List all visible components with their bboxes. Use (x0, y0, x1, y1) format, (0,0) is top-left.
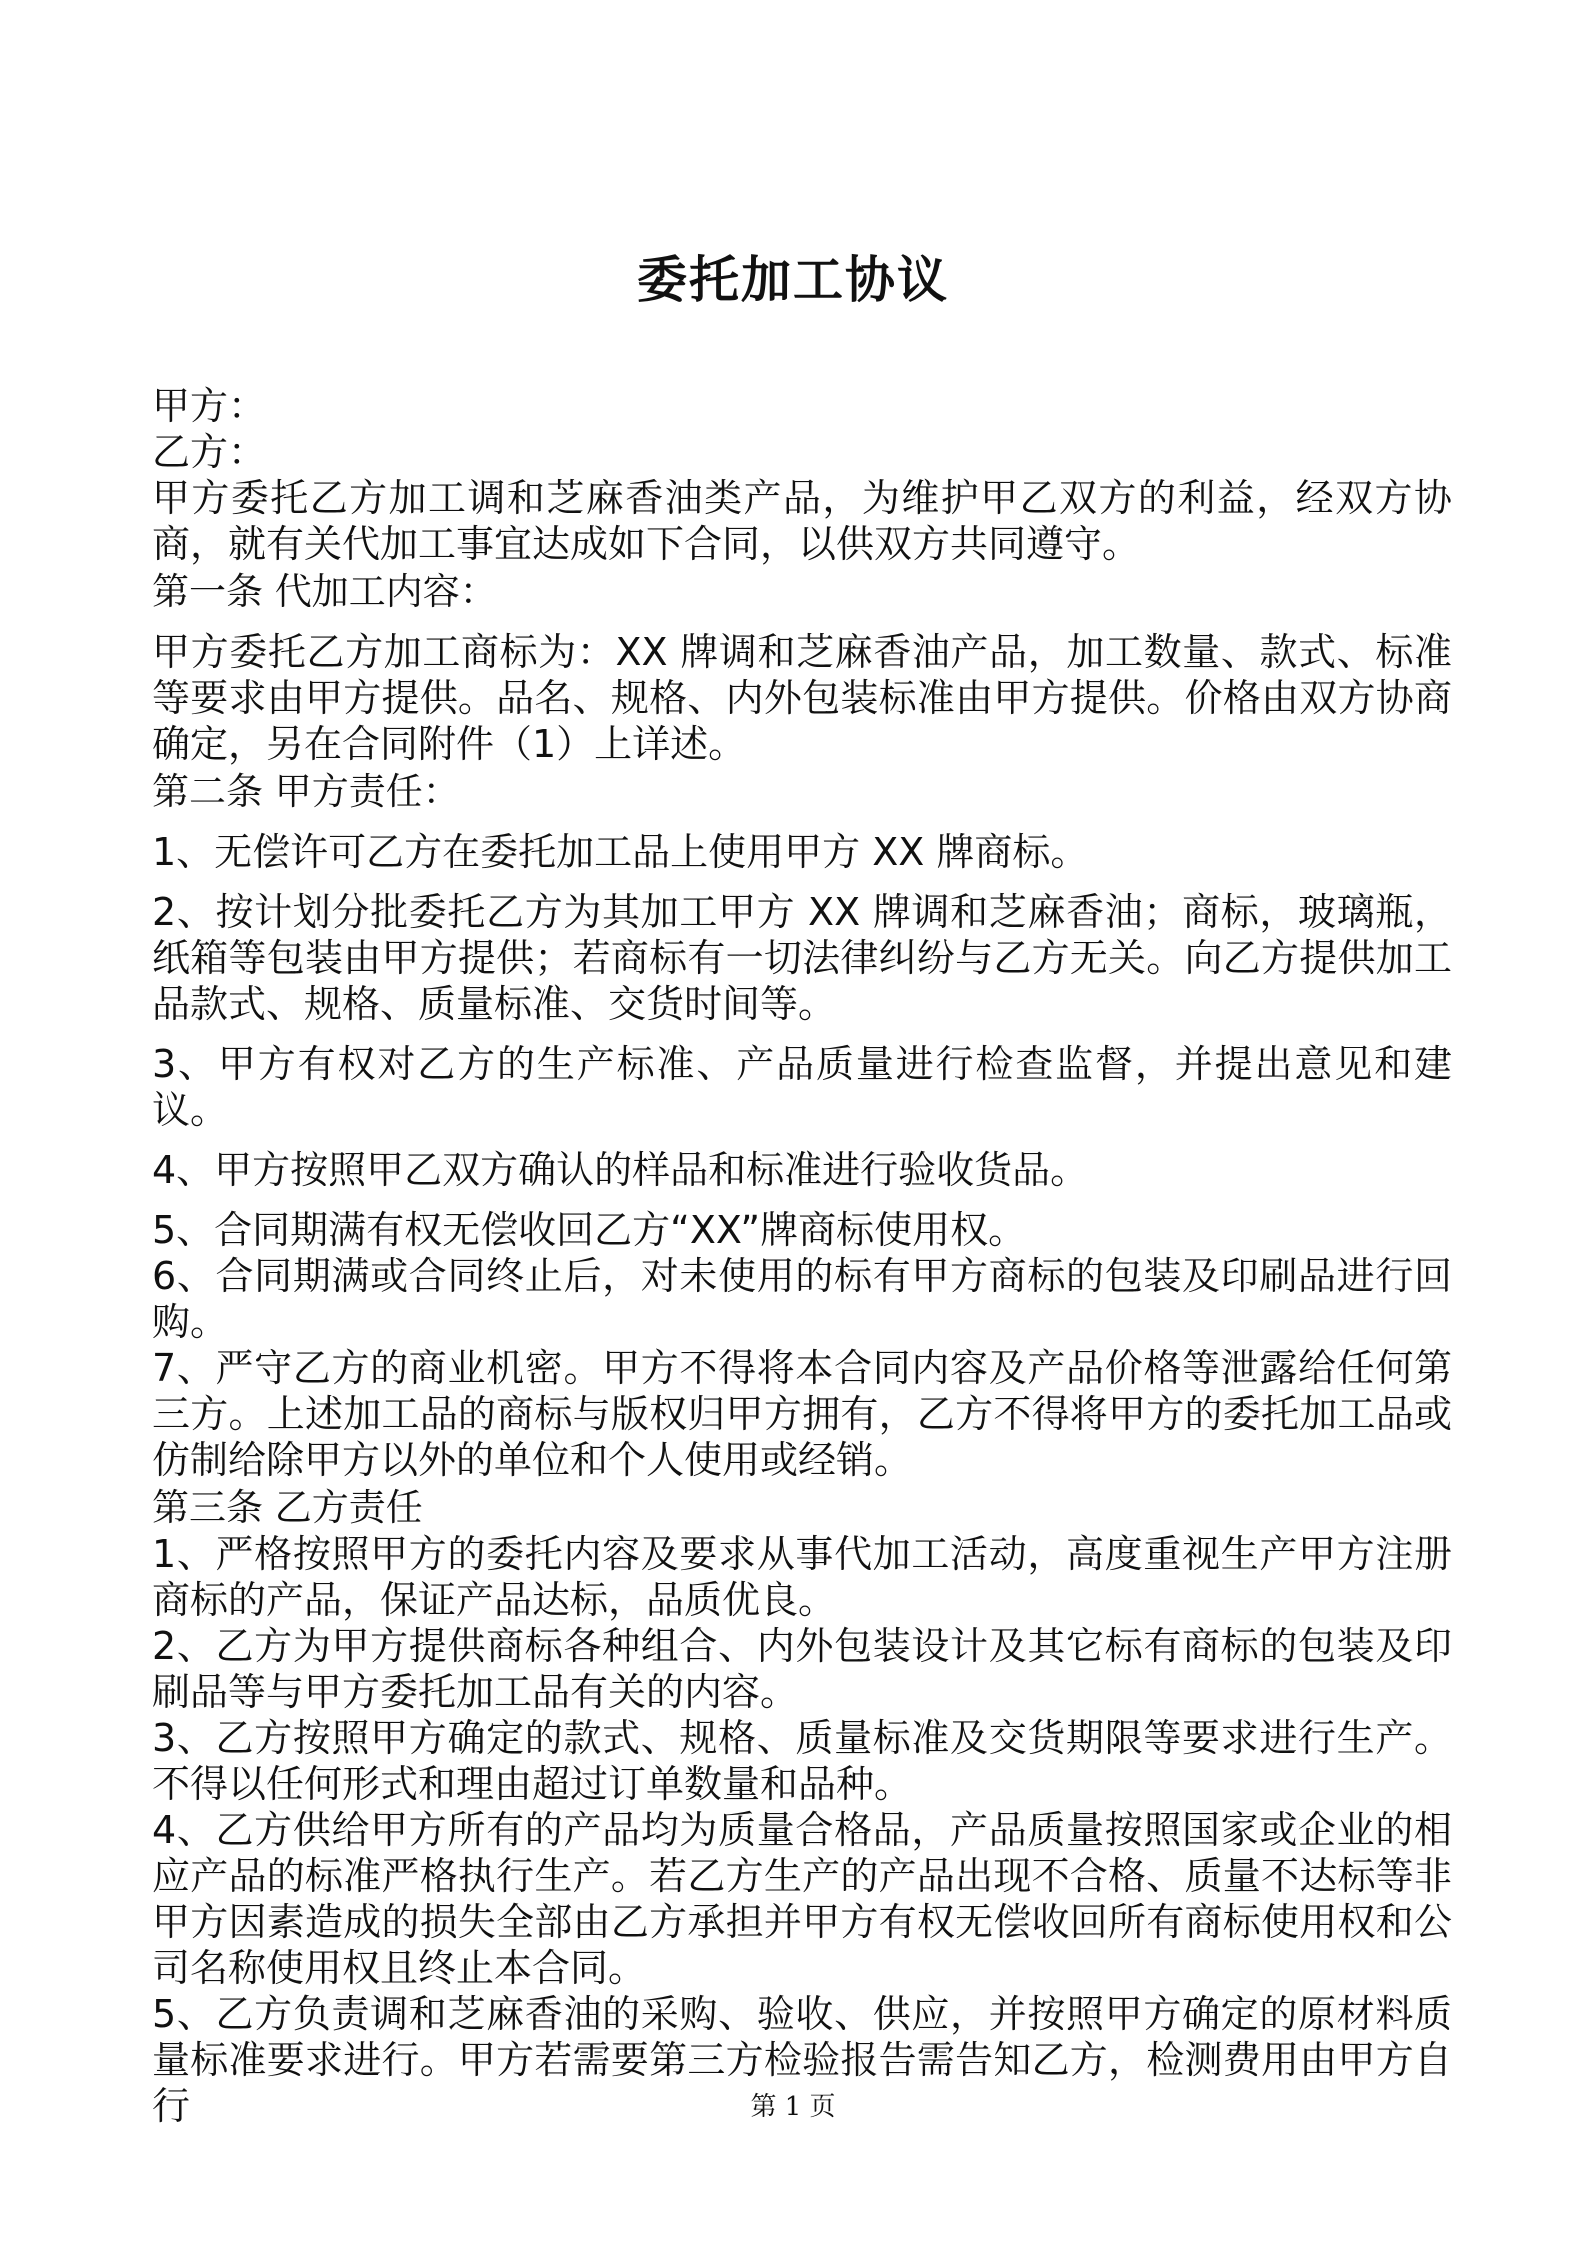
article-3-heading: 第三条 乙方责任 (152, 1486, 423, 1529)
article-3-item-4: 4、乙方供给甲方所有的产品均为质量合格品，产品质量按照国家或企业的相应产品的标准严格执行生产。若乙方生产的产品出现不合格、质量不达标等非甲方因素造成的损失全部由乙方承担并甲方有权无偿收回所有商标使用权和公司名称使用权且终止本合同。 (152, 1808, 1452, 1990)
party-a-line: 甲方： (152, 384, 267, 428)
article-2-item-2: 2、按计划分批委托乙方为其加工甲方 XX 牌调和芝麻香油；商标，玻璃瓶，纸箱等包装由甲方提供；若商标有一切法律纠纷与乙方无关。向乙方提供加工品款式、规格、质量标准、交货时间等。 (152, 890, 1452, 1026)
article-2-item-7: 7、严守乙方的商业机密。甲方不得将本合同内容及产品价格等泄露给任何第三方。上述加工品的商标与版权归甲方拥有，乙方不得将甲方的委托加工品或仿制给除甲方以外的单位和个人使用或经销。 (152, 1346, 1452, 1482)
party-b-line: 乙方： (152, 430, 267, 474)
article-3-item-3: 3、乙方按照甲方确定的款式、规格、质量标准及交货期限等要求进行生产。不得以任何形式和理由超过订单数量和品种。 (152, 1716, 1452, 1806)
intro-paragraph: 甲方委托乙方加工调和芝麻香油类产品，为维护甲乙双方的利益，经双方协商，就有关代加工事宜达成如下合同，以供双方共同遵守。 (152, 476, 1452, 566)
article-2-item-4: 4、甲方按照甲乙双方确认的样品和标准进行验收货品。 (152, 1148, 1089, 1192)
document-body (152, 383, 1452, 2129)
article-2-item-6: 6、合同期满或合同终止后，对未使用的标有甲方商标的包装及印刷品进行回购。 (152, 1254, 1452, 1344)
article-3-item-5: 5、乙方负责调和芝麻香油的采购、验收、供应，并按照甲方确定的原材料质量标准要求进行。甲方若需要第三方检验报告需告知乙方，检测费用由甲方自行 (152, 1992, 1452, 2128)
article-2-heading: 第二条 甲方责任： (152, 770, 460, 813)
document-title: 委托加工协议 (637, 251, 949, 309)
article-3-item-2: 2、乙方为甲方提供商标各种组合、内外包装设计及其它标有商标的包装及印刷品等与甲方委托加工品有关的内容。 (152, 1624, 1452, 1714)
article-1-body: 甲方委托乙方加工商标为：XX 牌调和芝麻香油产品，加工数量、款式、标准等要求由甲方提供。品名、规格、内外包装标准由甲方提供。价格由双方协商确定，另在合同附件（1）上详述。 (152, 630, 1452, 766)
page-number: 第 1 页 (750, 2092, 836, 2122)
article-1-heading: 第一条 代加工内容： (152, 570, 497, 613)
article-2-item-1: 1、无偿许可乙方在委托加工品上使用甲方 XX 牌商标。 (152, 830, 1089, 874)
article-3-item-1: 1、严格按照甲方的委托内容及要求从事代加工活动，高度重视生产甲方注册商标的产品，保证产品达标，品质优良。 (152, 1532, 1452, 1622)
article-2-item-5: 5、合同期满有权无偿收回乙方“XX”牌商标使用权。 (152, 1208, 1027, 1252)
article-2-item-3: 3、甲方有权对乙方的生产标准、产品质量进行检查监督，并提出意见和建议。 (152, 1042, 1452, 1132)
